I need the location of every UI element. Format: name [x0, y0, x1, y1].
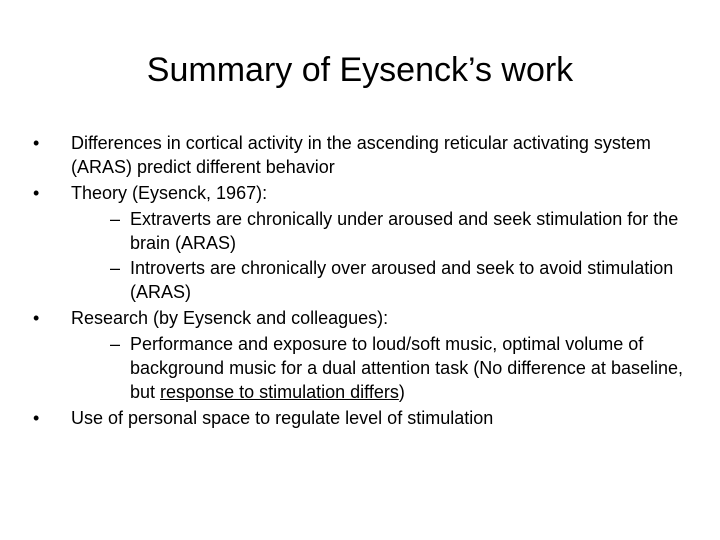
bullet-text: Differences in cortical activity in the ascending reticular activating system (ARAS) predict different behavior: [71, 133, 651, 177]
bullet-text: Theory (Eysenck, 1967):: [71, 183, 268, 203]
bullet-item: [30, 181, 690, 205]
dash-marker: –: [110, 209, 121, 229]
sub-bullet-text-part: ): [398, 382, 405, 402]
bullet-item: [30, 406, 690, 430]
sub-bullet-text: Extraverts are chronically under aroused and seek stimulation for the brain (ARAS): [130, 209, 679, 253]
bullet-marker: •: [33, 408, 40, 428]
dash-marker: –: [110, 258, 121, 278]
dash-marker: –: [110, 334, 121, 354]
bullet-marker: •: [33, 308, 40, 328]
bullet-item: [30, 131, 690, 179]
sub-bullet-item: [30, 207, 690, 255]
bullet-text: Research (by Eysenck and colleagues):: [71, 308, 389, 328]
sub-bullet-text: [130, 334, 683, 402]
bullet-text: Use of personal space to regulate level of stimulation: [71, 408, 494, 428]
underlined-phrase: response to stimulation differs: [160, 382, 399, 402]
bullet-marker: •: [33, 133, 40, 153]
slide-title: Summary of Eysenck’s work: [146, 51, 574, 89]
bullet-item: [30, 306, 690, 330]
bullet-marker: •: [33, 183, 40, 203]
sub-bullet-item: [30, 256, 690, 304]
bullet-list: [30, 131, 690, 432]
sub-bullet-text: Introverts are chronically over aroused and seek to avoid stimulation (ARAS): [130, 258, 674, 302]
sub-bullet-item: [30, 332, 690, 404]
sub-bullet-text-part: Performance and exposure to loud/soft music, optimal volume of background music for a dual attention task (No difference at baseline, but: [130, 334, 683, 402]
